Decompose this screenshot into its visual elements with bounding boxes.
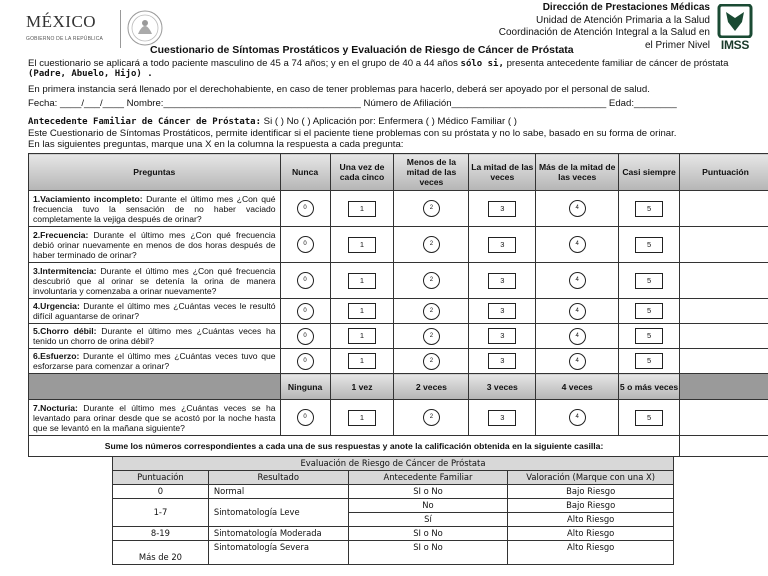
answer-cell[interactable] (280, 227, 330, 263)
answer-circle[interactable]: 0 (297, 353, 314, 370)
question-row (29, 349, 768, 374)
question-text (29, 263, 281, 299)
answer-cell[interactable] (330, 400, 394, 436)
risk-table-caption: Evaluación de Riesgo de Cáncer de Próstata (113, 457, 674, 471)
nocturia-header: 1 vez (330, 374, 394, 400)
nocturia-header: 3 veces (469, 374, 536, 400)
mexico-logo-text: MÉXICO (26, 12, 97, 31)
institution-line-1: Dirección de Prestaciones Médicas (542, 2, 710, 13)
header-mas-mitad: Más de la mitad de las veces (536, 154, 619, 191)
question-text (29, 349, 281, 374)
intro-line-2: (Padre, Abuelo, Hijo) . (28, 69, 153, 79)
question-body: Durante el último mes ¿Cuántas veces tuvo que esforzarse para comenzar a orinar? (33, 351, 276, 371)
question-row (29, 191, 768, 227)
risk-family: No (348, 499, 508, 513)
risk-header-family: Antecedente Familiar (348, 471, 508, 485)
risk-value[interactable]: Alto Riesgo (508, 527, 674, 541)
risk-family: Sí (348, 513, 508, 527)
mexico-logo-subtext: GOBIERNO DE LA REPÚBLICA (26, 36, 104, 42)
answer-cell[interactable] (394, 324, 469, 349)
question-title: 7.Nocturia: (33, 402, 78, 413)
score-cell[interactable] (680, 299, 768, 324)
answer-box[interactable]: 3 (488, 237, 516, 253)
risk-value[interactable]: Alto Riesgo (508, 513, 674, 527)
answer-cell[interactable] (394, 227, 469, 263)
answer-circle[interactable]: 0 (297, 328, 314, 345)
risk-value[interactable]: Bajo Riesgo (508, 485, 674, 499)
risk-family: SI o No (348, 541, 508, 565)
question-body: Durante el último mes ¿Con qué frecuencia debió orinar nuevamente en menos de dos horas después de haber terminado de orinar? (33, 229, 276, 260)
risk-score: 1-7 (113, 499, 209, 527)
answer-cell[interactable] (619, 227, 680, 263)
symptom-questionnaire-table (28, 153, 768, 457)
answer-cell[interactable] (536, 299, 619, 324)
answer-circle[interactable]: 0 (297, 200, 314, 217)
answer-box[interactable]: 1 (348, 353, 376, 369)
answer-cell[interactable] (536, 324, 619, 349)
answer-cell[interactable] (280, 400, 330, 436)
question-body: Durante el último mes ¿Con qué frecuencia descubrió que al orinar se detenía la orina de manera involuntaria y comenzaba a orinar nuevamente? (33, 265, 276, 296)
family-history-options[interactable]: Si ( ) No ( ) Aplicación por: Enfermera ( ) Médico Familiar ( ) (261, 116, 517, 127)
question-text (29, 227, 281, 263)
risk-row (113, 541, 674, 565)
answer-circle[interactable]: 2 (423, 409, 440, 426)
answer-cell[interactable] (469, 299, 536, 324)
answer-cell[interactable] (330, 227, 394, 263)
patient-fields[interactable]: Fecha: ____/___/____ Nombre:_____________________________________ Número de Afiliación_____________________________ Edad:________ (28, 98, 677, 109)
question-text (29, 400, 281, 436)
answer-cell[interactable] (330, 263, 394, 299)
document-header (0, 0, 768, 58)
mexico-government-logo (26, 6, 156, 50)
intro-line-6: Este Cuestionario de Síntomas Prostáticos, permite identificar si el paciente tiene problemas con su próstata y no lo sabe, basado en su forma de orinar. (28, 128, 677, 139)
nocturia-header: 5 o más veces (619, 374, 680, 400)
answer-cell[interactable] (619, 299, 680, 324)
risk-evaluation-table (112, 456, 674, 565)
score-cell[interactable] (680, 349, 768, 374)
answer-cell[interactable] (469, 191, 536, 227)
answer-box[interactable]: 3 (488, 328, 516, 344)
answer-circle[interactable]: 2 (423, 236, 440, 253)
answer-circle[interactable]: 4 (569, 409, 586, 426)
answer-box[interactable]: 3 (488, 353, 516, 369)
answer-cell[interactable] (536, 263, 619, 299)
answer-box[interactable]: 5 (635, 353, 663, 369)
answer-box[interactable]: 3 (488, 410, 516, 426)
risk-value[interactable]: Bajo Riesgo (508, 499, 674, 513)
header-nunca: Nunca (280, 154, 330, 191)
answer-box[interactable]: 1 (348, 303, 376, 319)
answer-box[interactable]: 1 (348, 328, 376, 344)
answer-cell[interactable] (469, 227, 536, 263)
risk-result: Sintomatología Leve (208, 499, 348, 527)
answer-box[interactable]: 5 (635, 410, 663, 426)
answer-cell[interactable] (469, 400, 536, 436)
question-text (29, 324, 281, 349)
answer-circle[interactable]: 4 (569, 328, 586, 345)
answer-circle[interactable]: 4 (569, 236, 586, 253)
answer-cell[interactable] (280, 299, 330, 324)
answer-box[interactable]: 1 (348, 273, 376, 289)
risk-result: Sintomatología Moderada (208, 527, 348, 541)
nocturia-header: 4 veces (536, 374, 619, 400)
nocturia-header: Ninguna (280, 374, 330, 400)
answer-box[interactable]: 3 (488, 201, 516, 217)
sum-row (29, 436, 768, 457)
answer-box[interactable]: 5 (635, 303, 663, 319)
risk-value[interactable]: Alto Riesgo (508, 541, 674, 565)
answer-circle[interactable]: 4 (569, 200, 586, 217)
answer-cell[interactable] (330, 324, 394, 349)
question-row (29, 324, 768, 349)
answer-circle[interactable]: 4 (569, 272, 586, 289)
risk-header-row (113, 471, 674, 485)
question-title: 6.Esfuerzo: (33, 351, 80, 361)
score-cell[interactable] (680, 227, 768, 263)
score-cell[interactable] (680, 324, 768, 349)
risk-family: SI o No (348, 527, 508, 541)
question-title: 1.Vaciamiento incompleto: (33, 193, 143, 204)
answer-cell[interactable] (469, 324, 536, 349)
answer-circle[interactable]: 2 (423, 328, 440, 345)
intro-line-3: En primera instancia será llenado por el derechohabiente, en caso de tener problemas para hacerlo, deberá ser apoyado por el personal de salud. (28, 84, 650, 95)
answer-box[interactable]: 5 (635, 201, 663, 217)
answer-cell[interactable] (280, 349, 330, 374)
answer-circle[interactable]: 0 (297, 236, 314, 253)
question-row (29, 299, 768, 324)
answer-cell[interactable] (619, 191, 680, 227)
answer-circle[interactable]: 2 (423, 200, 440, 217)
header-mitad: La mitad de las veces (469, 154, 536, 191)
risk-row (113, 499, 674, 513)
question-body: Durante el último mes ¿Cuántas veces ha tenido un chorro de orina débil? (33, 326, 276, 346)
answer-cell[interactable] (536, 349, 619, 374)
answer-cell[interactable] (469, 349, 536, 374)
answer-circle[interactable]: 0 (297, 409, 314, 426)
question-text (29, 299, 281, 324)
question-title: 3.Intermitencia: (33, 265, 97, 276)
header-menos-mitad: Menos de la mitad de las veces (394, 154, 469, 191)
question-body: Durante el último mes ¿Cuántas veces se ha levantado para orinar desde que se acostó por la noche hasta que se levantó en la mañana siguiente? (33, 402, 276, 433)
answer-cell[interactable] (394, 299, 469, 324)
question-body: Durante el último mes ¿Cuántas veces le resultó difícil aguantarse de orinar? (33, 301, 276, 321)
family-history-line[interactable] (28, 116, 517, 128)
answer-circle[interactable]: 2 (423, 272, 440, 289)
question-body: Durante el último mes ¿Con qué frecuencia tuvo la sensación de no haber vaciado completamente la vejiga después de orinar? (33, 193, 276, 224)
total-score-cell[interactable] (680, 436, 768, 457)
risk-result: Sintomatología Severa (208, 541, 348, 565)
header-casi-siempre: Casi siempre (619, 154, 680, 191)
answer-cell[interactable] (536, 400, 619, 436)
imss-eagle-icon (714, 4, 756, 38)
sum-instructions: Sume los números correspondientes a cada una de sus respuestas y anote la calificación obtenida en la siguiente casilla: (29, 436, 680, 457)
answer-box[interactable]: 3 (488, 303, 516, 319)
answer-box[interactable]: 3 (488, 273, 516, 289)
answer-cell[interactable] (394, 349, 469, 374)
risk-family: SI o No (348, 485, 508, 499)
blank-cell (29, 374, 281, 400)
question-title: 4.Urgencia: (33, 301, 80, 311)
answer-box[interactable]: 1 (348, 237, 376, 253)
risk-row (113, 485, 674, 499)
nocturia-header: 2 veces (394, 374, 469, 400)
answer-cell[interactable] (619, 349, 680, 374)
score-cell[interactable] (680, 400, 768, 436)
header-puntuacion: Puntuación (680, 154, 768, 191)
logo-divider (120, 10, 121, 48)
answer-circle[interactable]: 2 (423, 353, 440, 370)
answer-cell[interactable] (394, 400, 469, 436)
question-title: 2.Frecuencia: (33, 229, 89, 240)
header-una-vez: Una vez de cada cinco (330, 154, 394, 191)
family-history-label: Antecedente Familiar de Cáncer de Próstata: (28, 117, 261, 127)
mexico-seal-icon (126, 8, 164, 48)
answer-cell[interactable] (280, 324, 330, 349)
blank-cell (680, 374, 768, 400)
page-title: Cuestionario de Síntomas Prostáticos y Evaluación de Riesgo de Cáncer de Próstata (150, 44, 574, 56)
answer-box[interactable]: 5 (635, 273, 663, 289)
risk-header-result: Resultado (208, 471, 348, 485)
answer-cell[interactable] (619, 324, 680, 349)
answer-box[interactable]: 5 (635, 328, 663, 344)
risk-score: 0 (113, 485, 209, 499)
score-cell[interactable] (680, 191, 768, 227)
question-text (29, 191, 281, 227)
answer-cell[interactable] (280, 263, 330, 299)
risk-header-score: Puntuación (113, 471, 209, 485)
answer-box[interactable]: 1 (348, 410, 376, 426)
question-row (29, 400, 768, 436)
institution-line-4: el Primer Nivel (644, 39, 710, 51)
risk-score: 8-19 (113, 527, 209, 541)
question-title: 5.Chorro débil: (33, 326, 97, 336)
intro-line-7: En las siguientes preguntas, marque una X en la columna la respuesta a cada pregunta: (28, 139, 404, 150)
answer-cell[interactable] (469, 263, 536, 299)
risk-result: Normal (208, 485, 348, 499)
answer-cell[interactable] (330, 191, 394, 227)
imss-logo-text: IMSS (720, 38, 750, 52)
header-preguntas: Preguntas (29, 154, 281, 191)
answer-cell[interactable] (619, 263, 680, 299)
answer-cell[interactable] (330, 349, 394, 374)
institution-line-2: Unidad de Atención Primaria a la Salud (536, 14, 710, 26)
nocturia-header-row (29, 374, 768, 400)
question-row (29, 263, 768, 299)
answer-circle[interactable]: 4 (569, 303, 586, 320)
answer-cell[interactable] (619, 400, 680, 436)
answer-circle[interactable]: 2 (423, 303, 440, 320)
questionnaire-header-row (29, 154, 768, 191)
answer-circle[interactable]: 0 (297, 272, 314, 289)
score-cell[interactable] (680, 263, 768, 299)
institution-line-3: Coordinación de Atención Integral a la Salud en (498, 27, 710, 38)
answer-box[interactable]: 1 (348, 201, 376, 217)
answer-cell[interactable] (394, 191, 469, 227)
risk-score: Más de 20 (113, 541, 209, 565)
imss-logo (714, 4, 756, 52)
answer-cell[interactable] (536, 191, 619, 227)
answer-cell[interactable] (280, 191, 330, 227)
answer-cell[interactable] (536, 227, 619, 263)
risk-row (113, 527, 674, 541)
answer-circle[interactable]: 4 (569, 353, 586, 370)
risk-header-value: Valoración (Marque con una X) (508, 471, 674, 485)
answer-cell[interactable] (394, 263, 469, 299)
answer-box[interactable]: 5 (635, 237, 663, 253)
answer-circle[interactable]: 0 (297, 303, 314, 320)
answer-cell[interactable] (330, 299, 394, 324)
question-row (29, 227, 768, 263)
intro-line-1: El cuestionario se aplicará a todo paciente masculino de 45 a 74 años; y en el grupo de 40 a 44 años sólo si, presenta antecedente familiar de cáncer de próstata (28, 58, 729, 69)
